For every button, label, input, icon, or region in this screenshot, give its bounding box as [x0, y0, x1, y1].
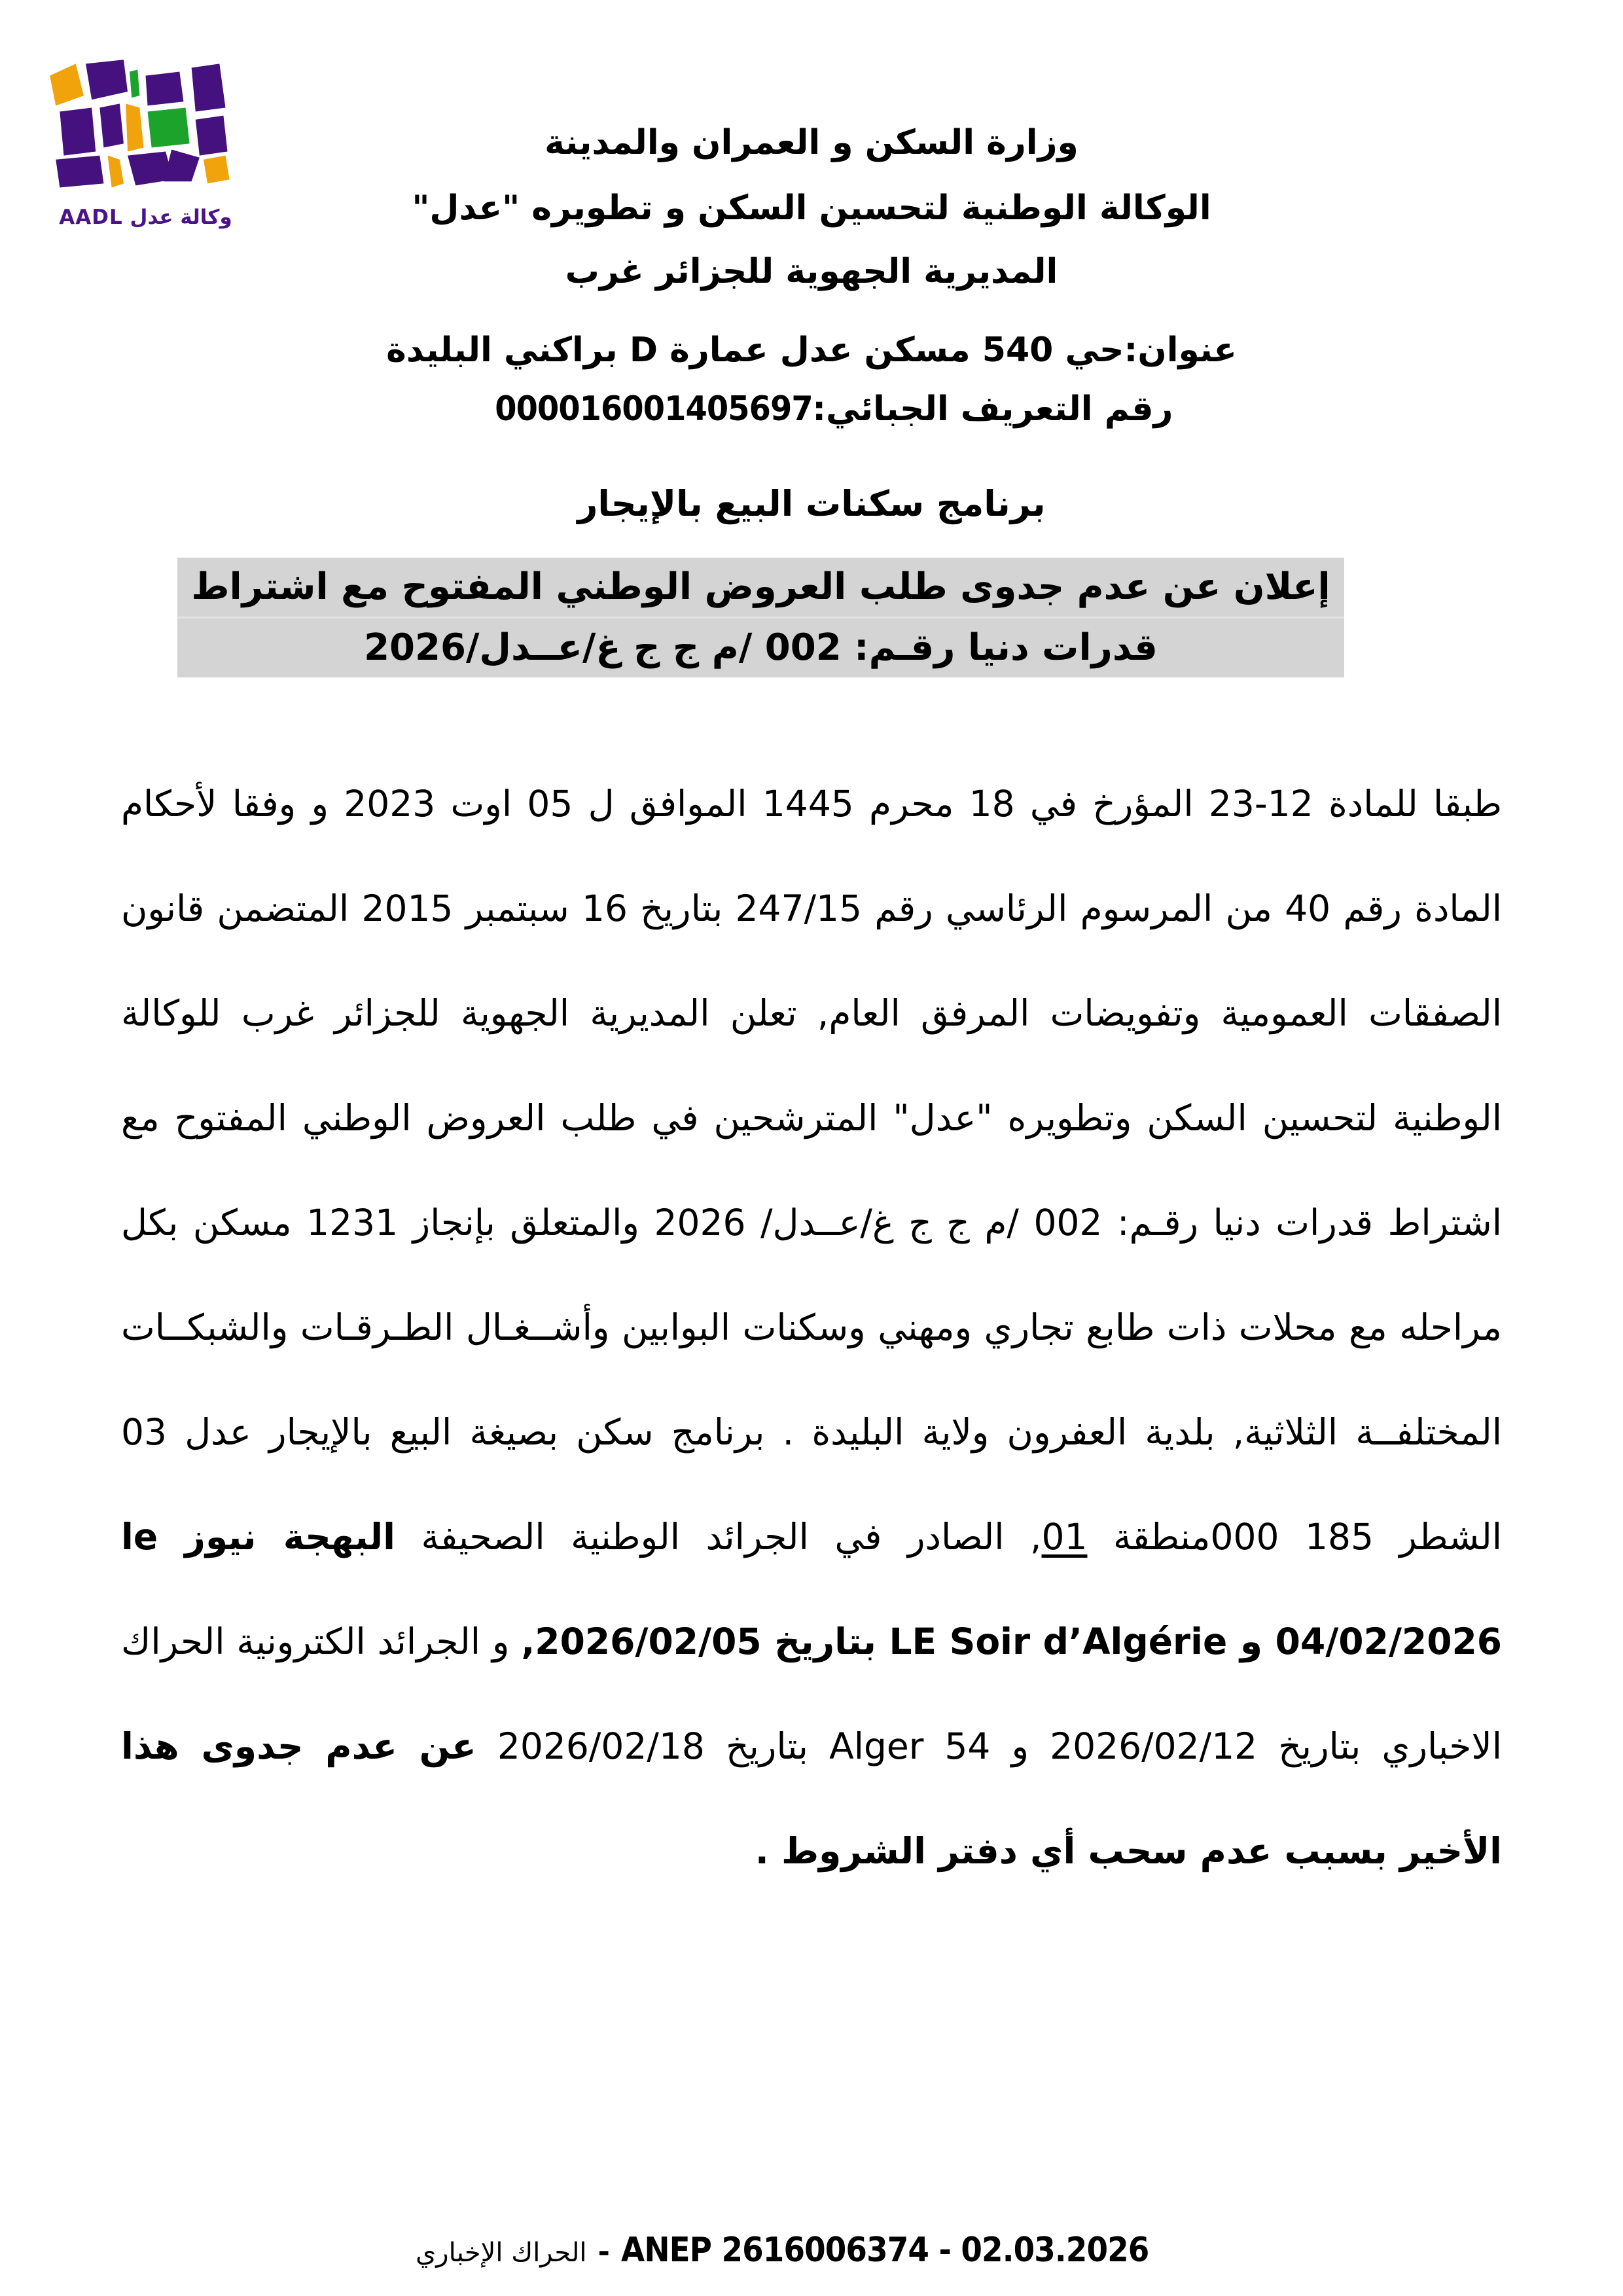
footer-anep-number: ANEP 2616006374 - 02.03.2026: [620, 2231, 1149, 2270]
body-run-legal: طبقا للمادة 12-23 المؤرخ في 18 محرم 1445 الموافق ل 05 اوت 2023 و وفقا لأحكام المادة رقم 40 من المرسوم الرئاسي رقم 247/15 بتاريخ 16 سبتمبر 2015 المتضمن قانون الصفقات العمومية وتفويضات المرفق العام, تعلن المديرية الجهوية للجزائر غرب للوكالة الوطنية لتحسين السكن وتطويره "عدل" المترشحين في طلب العروض الوطني المفتوح مع اشتراط قدرات دنيا رقـم: 002 /م ج ج غ/عــدل/ 2026 والمتعلق بإنجاز 1231 مسكن بكل مراحله مع محلات ذات طابع تجاري ومهني وسكنات البوابين وأشــغـال الطـرقـات والشبكــات المختلفــة الثلاثية, بلدية العفرون ولاية البليدة . برنامج سكن بصيغة البيع بالإيجار عدل 03 الشطر 185 000منطقة: [121, 783, 1503, 1558]
footer: [0, 2231, 1623, 2270]
header-directorate: المديرية الجهوية للجزائر غرب: [565, 252, 1058, 291]
notice-title-line2: قدرات دنيا رقـم: 002 /م ج ج غ/عــدل/2026: [364, 626, 1158, 669]
footer-separator: -: [597, 2235, 610, 2269]
notice-title-line1: إعلان عن عدم جدوى طلب العروض الوطني المفتوح مع اشتراط: [177, 558, 1344, 619]
aadl-logo-caption: وكالة عدل AADL: [59, 206, 232, 229]
header-tax-line: [0, 383, 1623, 435]
tax-id-label: رقم التعريف الجبائي:: [812, 389, 1173, 429]
body-run-conclusion-bold: عن عدم جدوى هذا الأخير بسبب عدم سحب أي دفتر الشروط .: [121, 1725, 1502, 1872]
body-run-online-press: و الجرائد الكترونية الحراك الاخباري بتاريخ 2026/02/12 و Alger 54 بتاريخ 2026/02/18: [121, 1621, 1503, 1767]
body-run-zone-number: 01: [1041, 1516, 1088, 1558]
header-ministry: وزارة السكن و العمران والمدينة: [544, 123, 1079, 162]
header-agency: الوكالة الوطنية لتحسين السكن و تطويره "عدل": [412, 188, 1211, 228]
footer-press-name: الحراك الإخباري: [415, 2238, 587, 2268]
body-run-newspapers-bold: البهجة نيوز le 04/02/2026 و LE Soir d’Algérie بتاريخ 2026/02/05,: [121, 1516, 1502, 1662]
notice-title-box: [177, 558, 1344, 677]
body-text: [121, 751, 1502, 1903]
body-run-published: , الصادر في الجرائد الوطنية الصحيفة: [395, 1516, 1042, 1558]
header-program-title: برنامج سكنات البيع بالإيجار: [577, 483, 1046, 524]
tax-id-value: 000016001405697: [494, 389, 813, 429]
header-address: عنوان:حي 540 مسكن عدل عمارة D براكني البليدة: [386, 331, 1237, 370]
body-paragraph: [121, 751, 1502, 1903]
